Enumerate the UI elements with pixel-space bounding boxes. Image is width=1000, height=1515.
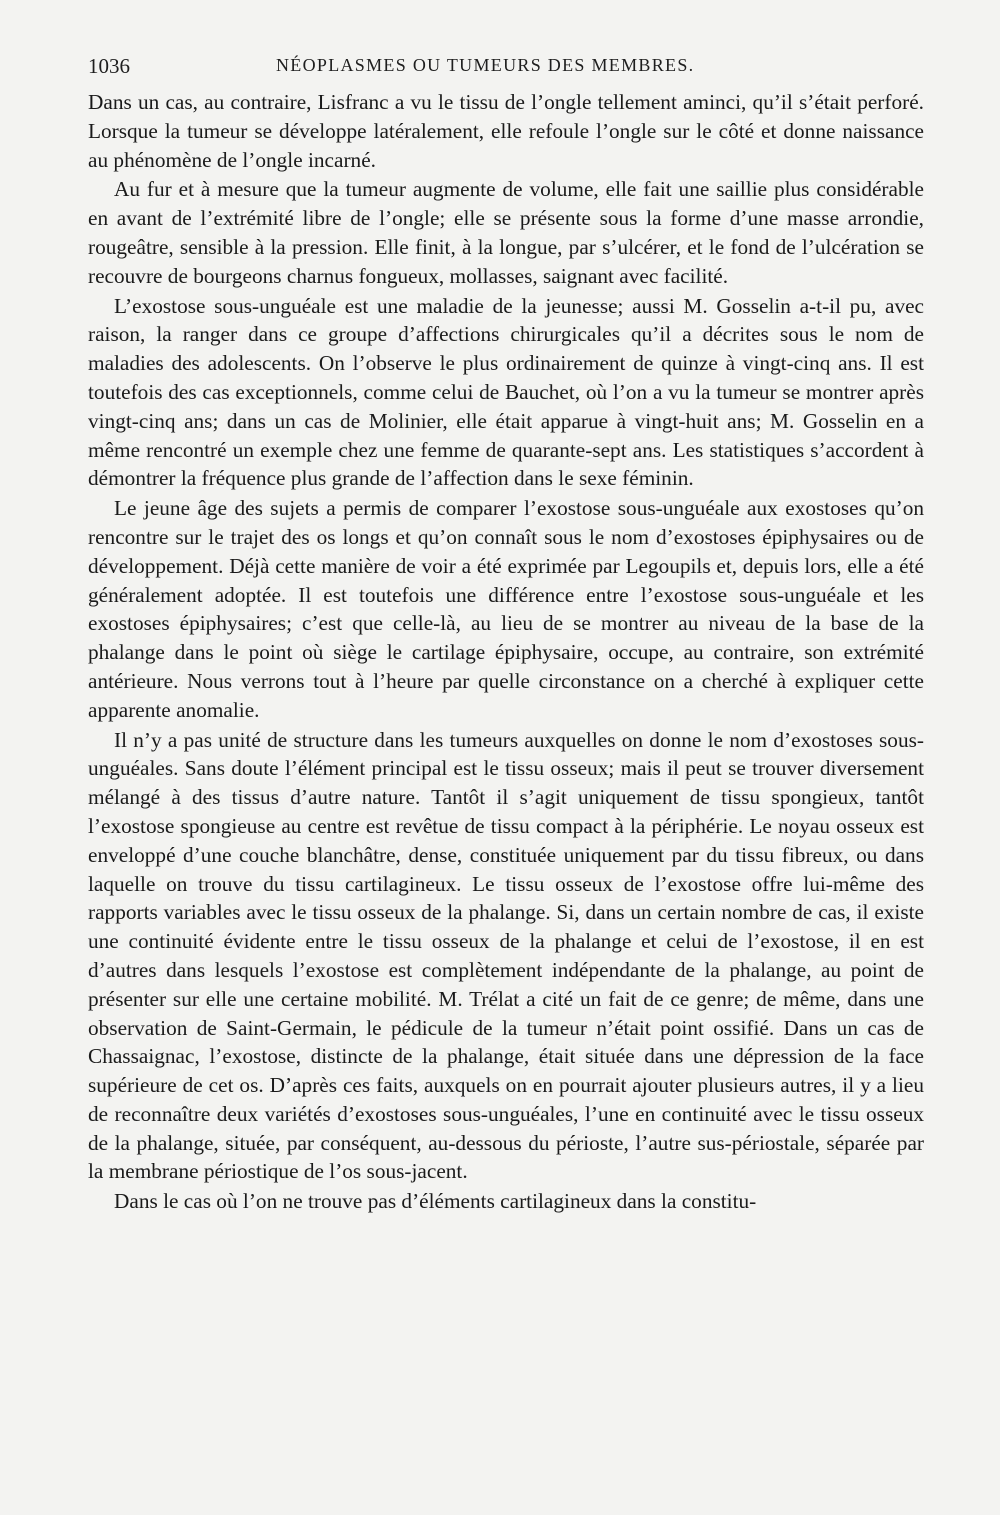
paragraph-cartilage: Dans le cas où l’on ne trouve pas d’éléments cartilagineux dans la constitu- [114, 1189, 757, 1214]
body-text [88, 88, 924, 1216]
page-header [88, 54, 914, 84]
paragraph-tumor-growth: Au fur et à mesure que la tumeur augmente de volume, elle fait une saillie plus considérable en avant de l’extrémité libre de l’ongle; elle se présente sous la forme d’une masse arrondie, rougeâtre, sensible à la pression. Elle finit, à la longue, par s’ulcérer, et le fond de l’ulcération se recouvre de bourgeons charnus fongueux, mollasses, saignant avec facilité. [88, 177, 924, 288]
paragraph-structure: Il n’y a pas unité de structure dans les tumeurs auxquelles on donne le nom d’exostoses sous-unguéales. Sans doute l’élément principal est le tissu osseux; mais il peut se trouver diversement mélangé à des tissus d’autre nature. Tantôt il s’agit uniquement de tissu spongieux, tantôt l’exostose spongieuse au centre est revêtue de tissu compact à la périphérie. Le noyau osseux est enveloppé d’une couche blanchâtre, dense, constituée uniquement par du tissu fibreux, ou dans laquelle on trouve du tissu cartilagineux. Le tissu osseux de l’exostose offre lui-même des rapports variables avec le tissu osseux de la phalange. Si, dans un certain nombre de cas, il existe une continuité évidente entre le tissu osseux de la phalange et celui de l’exostose, il en est d’autres dans lesquels l’exostose est complètement indépendante de la phalange, au point de présenter sur elle une certaine mobilité. M. Trélat a cité un fait de ce genre; de même, dans une observation de Saint-Germain, le pédicule de la tumeur n’était point ossifié. Dans un cas de Chassaignac, l’exostose, distincte de la phalange, était située dans une dépression de la face supérieure de cet os. D’après ces faits, auxquels on en pourrait ajouter plusieurs autres, il y a lieu de reconnaître deux variétés d’exostoses sous-unguéales, l’une en continuité avec le tissu osseux de la phalange, située, par conséquent, au-dessous du périoste, l’autre sus-périostale, séparée par la membrane périostique de l’os sous-jacent. [88, 727, 924, 1184]
page-number: 1036 [88, 54, 130, 78]
paragraph-youth-disease: L’exostose sous-unguéale est une maladie de la jeunesse; aussi M. Gosselin a-t-il pu, avec raison, la ranger dans ce groupe d’affections chirurgicales qu’il a décrites sous le nom de maladies des adolescents. On l’observe le plus ordinairement de quinze à vingt-cinq ans. Il est toutefois des cas exceptionnels, comme celui de Bauchet, où l’on a vu la tumeur se montrer après vingt-cinq ans; dans un cas de Molinier, elle était apparue à vingt-huit ans; M. Gosselin en a même rencontré un exemple chez une femme de quarante-sept ans. Les statistiques s’accordent à démontrer la fréquence plus grande de l’affection dans le sexe féminin. [88, 293, 924, 491]
paragraph-continuation: Dans un cas, au contraire, Lisfranc a vu le tissu de l’ongle tellement aminci, qu’il s’était perforé. Lorsque la tumeur se développe latéralement, elle refoule l’ongle sur le côté et donne naissance au phénomène de l’ongle incarné. [88, 90, 924, 172]
running-title: NÉOPLASMES OU TUMEURS DES MEMBRES. [276, 55, 695, 75]
paragraph-epiphyseal-comparison: Le jeune âge des sujets a permis de comparer l’exostose sous-unguéale aux exostoses qu’on rencontre sur le trajet des os longs et qu’on connaît sous le nom d’exostoses épiphysaires ou de développement. Déjà cette manière de voir a été exprimée par Legoupils et, depuis lors, elle a été généralement adoptée. Il est toutefois une différence entre l’exostose sous-unguéale et les exostoses épiphysaires; c’est que celle-là, au lieu de se montrer au niveau de la base de la phalange dans le point où siège le cartilage épiphysaire, occupe, au contraire, son extrémité antérieure. Nous verrons tout à l’heure par quelle circonstance on a cherché à expliquer cette apparente anomalie. [88, 496, 924, 722]
